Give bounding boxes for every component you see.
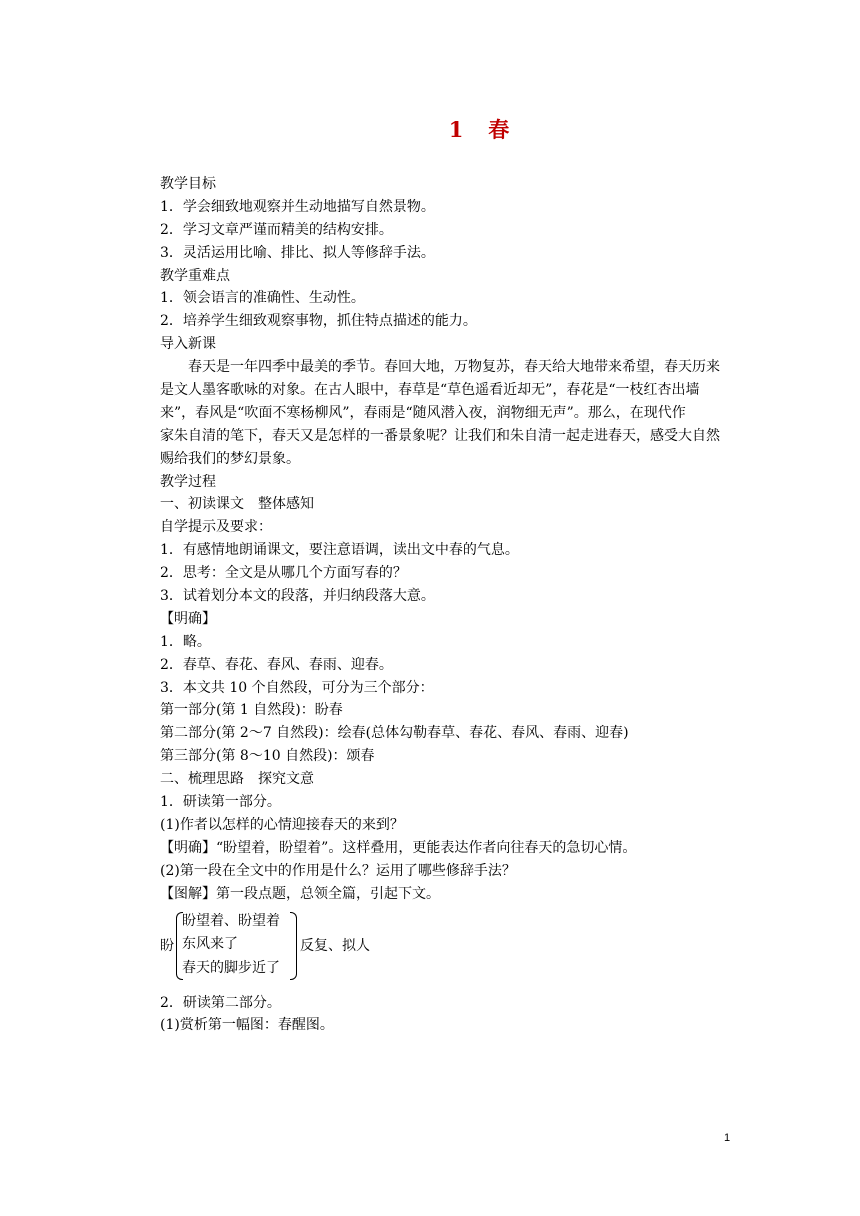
- brace-diagram: [160, 910, 738, 986]
- text-line: 自学提示及要求：: [160, 519, 272, 536]
- page-title: 1 春: [448, 117, 512, 142]
- section-heading: 二、梳理思路 探究文意: [160, 771, 314, 788]
- diagram-result: 反复、拟人: [300, 937, 370, 954]
- text-line: 3．试着划分本文的段落，并归纳段落大意。: [160, 588, 435, 605]
- intro-paragraph-line: 赐给我们的梦幻景象。: [160, 450, 300, 467]
- right-brace: [290, 912, 297, 980]
- heading-teaching-goals: 教学目标: [160, 176, 216, 192]
- text-line: 1．有感情地朗诵课文，要注意语调，读出文中春的气息。: [160, 542, 519, 559]
- diagram-item: 东风来了: [182, 936, 238, 952]
- intro-paragraph-line: 春天是一年四季中最美的季节。春回大地，万物复苏，春天给大地带来希望，春天历来: [160, 359, 720, 376]
- intro-paragraph-line: 来”，春风是“吹面不寒杨柳风”，春雨是“随风潜入夜，润物细无声”。那么，在现代作: [160, 404, 686, 421]
- intro-paragraph-line: 家朱自清的笔下，春天又是怎样的一番景象呢？让我们和朱自清一起走进春天，感受大自然: [160, 427, 720, 444]
- text-line: 1．略。: [160, 633, 211, 650]
- text-line: 3．本文共 10 个自然段，可分为三个部分：: [160, 679, 434, 696]
- goal-item: 1．学会细致地观察并生动地描写自然景物。: [160, 198, 435, 215]
- page-number: 1: [724, 1132, 731, 1144]
- diagram-items: [182, 910, 280, 981]
- text-line: 1．研读第一部分。: [160, 794, 281, 811]
- goal-item: 2．学习文章严谨而精美的结构安排。: [160, 221, 393, 238]
- key-point-item: 2．培养学生细致观察事物，抓住特点描述的能力。: [160, 313, 477, 330]
- text-line: 2．思考：全文是从哪几个方面写春的？: [160, 565, 407, 582]
- section-heading: 一、初读课文 整体感知: [160, 496, 314, 513]
- answer-label: 【明确】: [160, 610, 216, 627]
- intro-paragraph-line: 是文人墨客歌咏的对象。在古人眼中，春草是“草色遥看近却无”，春花是“一枝红杏出墙: [160, 382, 700, 399]
- text-line: (2)第一段在全文中的作用是什么？运用了哪些修辞手法？: [160, 862, 516, 879]
- text-line: 第一部分(第 1 自然段)：盼春: [160, 702, 343, 719]
- text-line: (1)作者以怎样的心情迎接春天的来到？: [160, 816, 404, 833]
- text-line: 2．春草、春花、春风、春雨、迎春。: [160, 656, 393, 673]
- diagram-item: 春天的脚步近了: [182, 959, 280, 976]
- document-body: [160, 173, 738, 1037]
- diagram-root: 盼: [160, 937, 174, 954]
- heading-teaching-process: 教学过程: [160, 473, 216, 490]
- heading-key-points: 教学重难点: [160, 267, 230, 284]
- heading-introduction: 导入新课: [160, 336, 216, 353]
- text-line: 【图解】第一段点题，总领全篇，引起下文。: [160, 885, 440, 902]
- text-line: 2．研读第二部分。: [160, 994, 281, 1011]
- text-line: (1)赏析第一幅图：春醒图。: [160, 1017, 334, 1034]
- key-point-item: 1．领会语言的准确性、生动性。: [160, 290, 365, 307]
- goal-item: 3．灵活运用比喻、排比、拟人等修辞手法。: [160, 244, 435, 261]
- text-line: 【明确】“盼望着，盼望着”。这样叠用，更能表达作者向往春天的急切心情。: [160, 839, 637, 856]
- text-line: 第二部分(第 2～7 自然段)：绘春(总体勾勒春草、春花、春风、春雨、迎春): [160, 725, 629, 742]
- text-line: 第三部分(第 8～10 自然段)：颂春: [160, 748, 375, 765]
- diagram-item: 盼望着、盼望着: [182, 912, 280, 929]
